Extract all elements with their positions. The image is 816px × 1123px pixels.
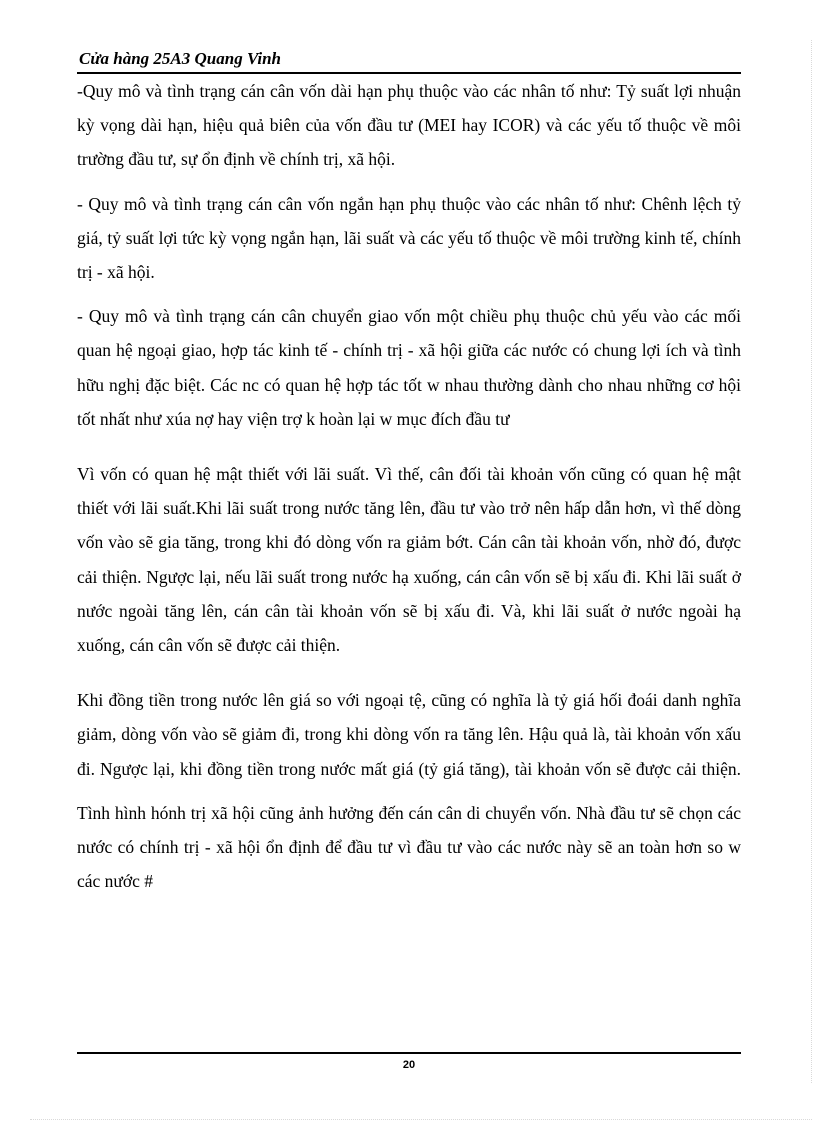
page-footer bbox=[77, 1052, 741, 1072]
paragraph-political-situation: Tình hình hónh trị xã hội cũng ảnh hưởng đến cán cân di chuyển vốn. Nhà đầu tư sẽ chọn các nước có chính trị - xã hội ổn định để đầu tư vì đầu tư vào các nước này sẽ an toàn hơn so w các nước # bbox=[77, 802, 741, 892]
page-edge-bottom bbox=[30, 1119, 812, 1120]
paragraph-one-way-transfer: - Quy mô và tình trạng cán cân chuyển giao vốn một chiều phụ thuộc chủ yếu vào các mối quan hệ ngoại giao, hợp tác kinh tế - chính trị - xã hội giữa các nước có chung lợi ích và tình hữu nghị đặc biệt. Các nc có quan hệ hợp tác tốt w nhau thường dành cho nhau những cơ hội tốt nhất như xúa nợ hay viện trợ k hoàn lại w mục đích đầu tư bbox=[77, 306, 741, 429]
document-body bbox=[77, 74, 741, 898]
paragraph-exchange-rate: Khi đồng tiền trong nước lên giá so với ngoại tệ, cũng có nghĩa là tỷ giá hối đoái danh nghĩa giảm, dòng vốn vào sẽ giảm đi, trong khi dòng vốn ra tăng lên. Hậu quả là, tài khoản vốn xấu đi. Ngược lại, khi đồng tiền trong nước mất giá (tỷ giá tăng), tài khoản vốn sẽ được cải thiện. bbox=[77, 690, 741, 779]
page-edge-right bbox=[811, 40, 812, 1083]
paragraph-long-term-capital: -Quy mô và tình trạng cán cân vốn dài hạn phụ thuộc vào các nhân tố như: Tỷ suất lợi nhuận kỳ vọng dài hạn, hiệu quả biên của vốn đầu tư (MEI hay ICOR) và các yếu tố thuộc về môi trường đầu tư, sự ổn định về chính trị, xã hội. bbox=[77, 81, 741, 170]
header-title: Cửa hàng 25A3 Quang Vinh bbox=[79, 49, 281, 68]
paragraph-interest-rate: Vì vốn có quan hệ mật thiết với lãi suất. Vì thế, cân đối tài khoản vốn cũng có quan hệ mật thiết với lãi suất.Khi lãi suất trong nước tăng lên, đầu tư vào trở nên hấp dẫn hơn, vì thế dòng vốn vào sẽ gia tăng, trong khi đó dòng vốn ra giảm bớt. Cán cân tài khoản vốn, nhờ đó, được cải thiện. Ngược lại, nếu lãi suất trong nước hạ xuống, cán cân vốn sẽ bị xấu đi. Khi lãi suất ở nước ngoài tăng lên, cán cân tài khoản vốn sẽ bị xấu đi. Và, khi lãi suất ở nước ngoài hạ xuống, cán cân vốn sẽ được cải thiện. bbox=[77, 464, 741, 656]
paragraph-short-term-capital: - Quy mô và tình trạng cán cân vốn ngắn hạn phụ thuộc vào các nhân tố như: Chênh lệch tỷ giá, tỷ suất lợi tức kỳ vọng ngắn hạn, lãi suất và các yếu tố thuộc về môi trường kinh tế, chính trị - xã hội. bbox=[77, 193, 741, 283]
page-header bbox=[77, 46, 741, 74]
page-number: 20 bbox=[402, 1059, 416, 1071]
